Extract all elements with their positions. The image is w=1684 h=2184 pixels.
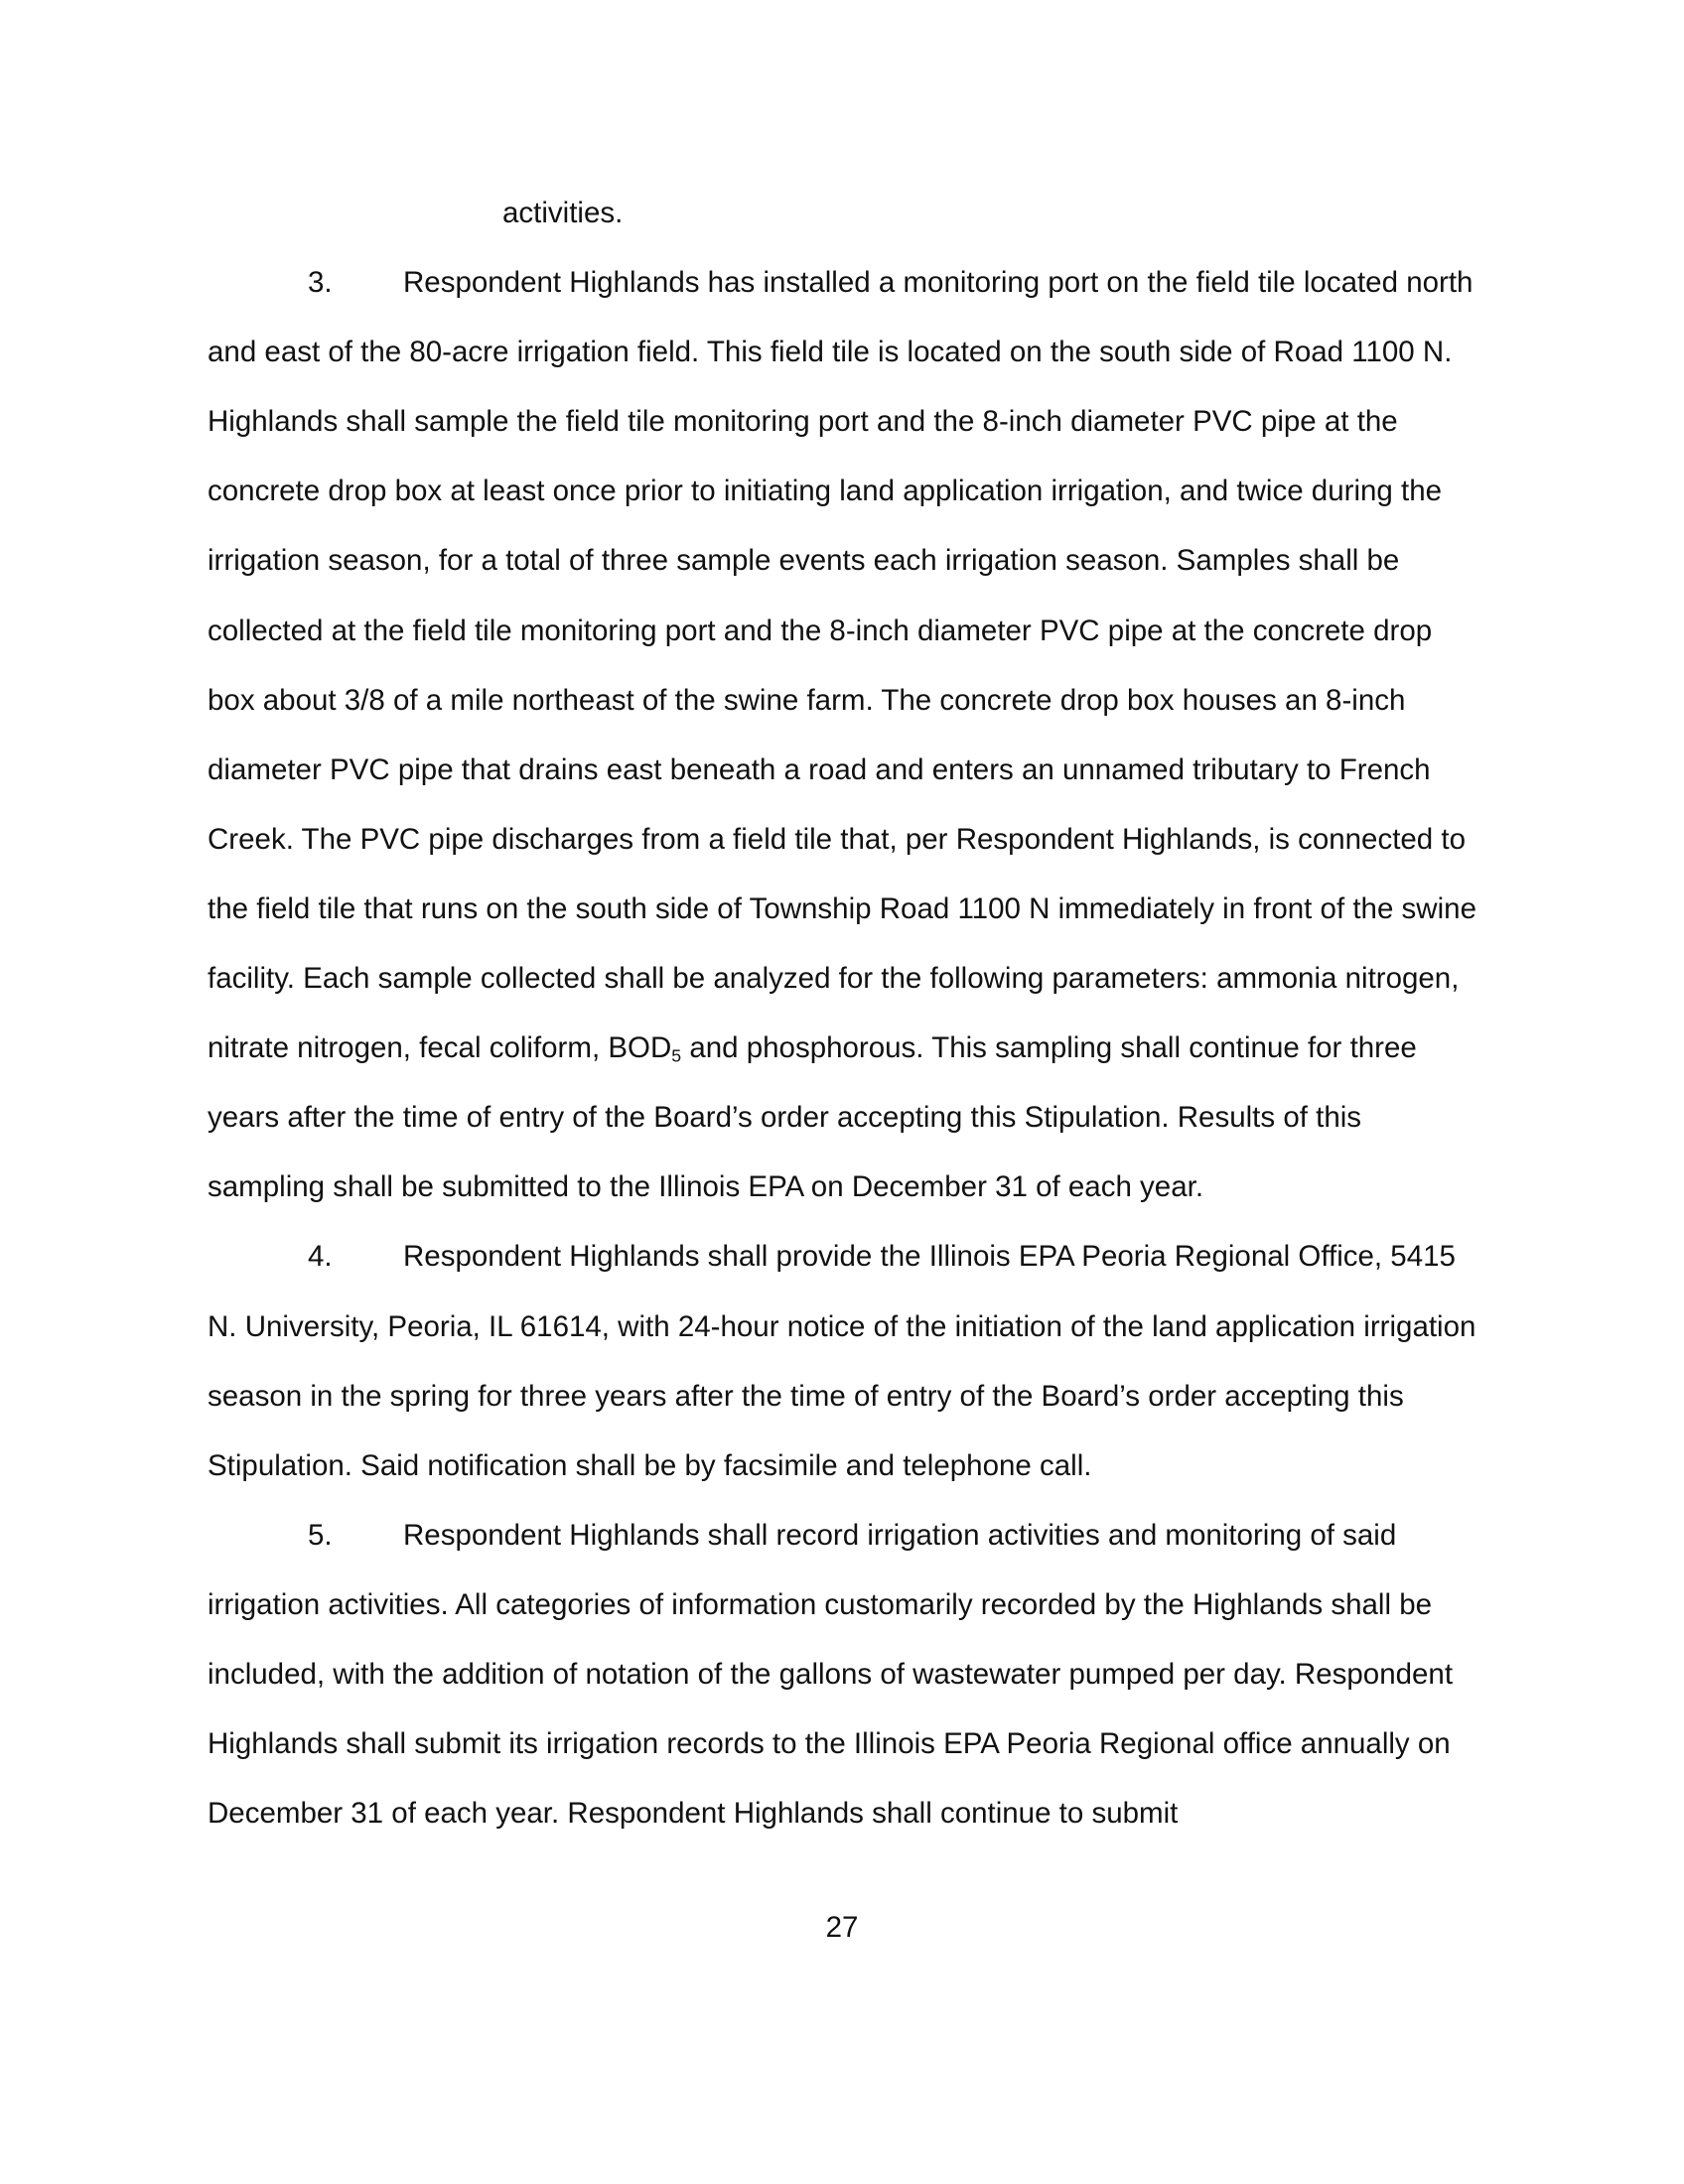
paragraph-5 [208,1501,1483,1848]
paragraph-3-subscript: 5 [671,1045,682,1066]
paragraph-3-text-post: and phosphorous. This sampling shall continue for three years after the time of entry of the Board’s order accepting this Stipulation. Results of this sampling shall be submitted to the Illinois EPA on December 31 of each year. [208,1031,1417,1204]
paragraph-4-number: 4. [308,1240,333,1274]
paragraph-3-number: 3. [308,266,333,300]
paragraph-5-number: 5. [308,1518,333,1552]
paragraph-4 [208,1222,1483,1500]
paragraph-4-text: Respondent Highlands shall provide the Illinois EPA Peoria Regional Office, 5415 N. University, Peoria, IL 61614, with 24-hour notice of the initiation of the land application irrigation season in the spring for three years after the time of entry of the Board’s order accepting this Stipulation. Said notification shall be by facsimile and telephone call. [208,1240,1476,1482]
paragraph-5-text: Respondent Highlands shall record irrigation activities and monitoring of said irrigation activities. All categories of information customarily recorded by the Highlands shall be included, with the addition of notation of the gallons of wastewater pumped per day. Respondent Highlands shall submit its irrigation records to the Illinois EPA Peoria Regional office annually on December 31 of each year. Respondent Highlands shall continue to submit [208,1518,1454,1831]
continuation-line: activities. [502,197,624,229]
page-number: 27 [825,1911,859,1944]
body-text [208,179,1483,1848]
paragraph-3-text-pre: Respondent Highlands has installed a monitoring port on the field tile located north and east of the 80-acre irrigation field. This field tile is located on the south side of Road 1100 N. Highlands shall sample the field tile monitoring port and the 8-inch diameter PVC pipe at the concrete drop box at least once prior to initiating land application irrigation, and twice during the irrigation season, for a total of three sample events each irrigation season. Samples shall be collected at the field tile monitoring port and the 8-inch diameter PVC pipe at the concrete drop box about 3/8 of a mile northeast of the swine farm. The concrete drop box houses an 8-inch diameter PVC pipe that drains east beneath a road and enters an unnamed tributary to French Creek. The PVC pipe discharges from a field tile that, per Respondent Highlands, is connected to the field tile that runs on the south side of Township Road 1100 N immediately in front of the swine facility. Each sample collected shall be analyzed for the following parameters: ammonia nitrogen, nitrate nitrogen, fecal coliform, BOD [208,266,1476,1065]
paragraph-3 [208,248,1483,1222]
